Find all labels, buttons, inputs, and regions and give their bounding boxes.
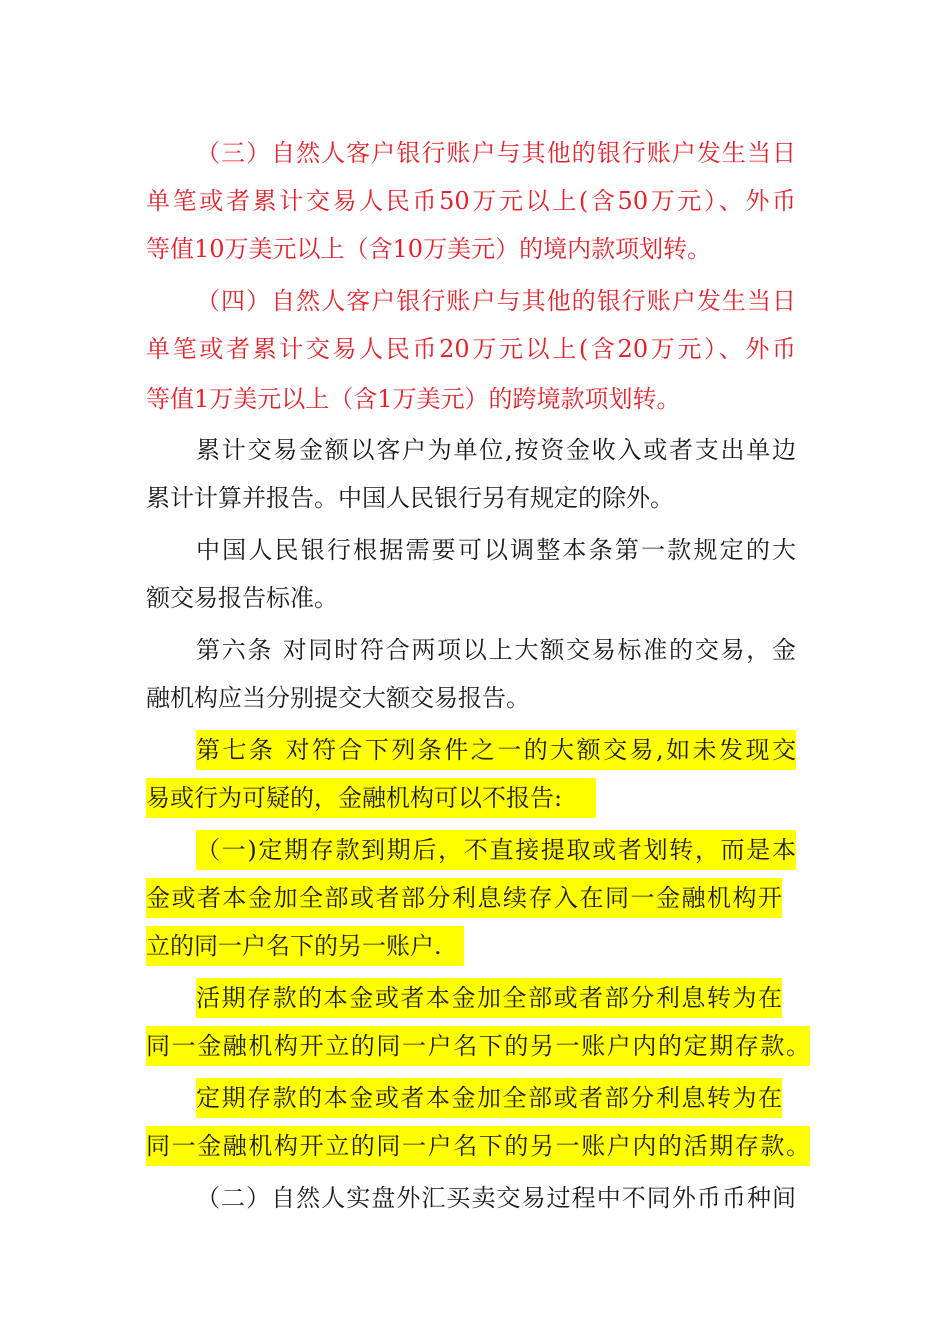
article-7-line-2: 易或行为可疑的，金融机构可以不报告: (146, 778, 596, 818)
paragraph-4-line-2: 单笔或者累计交易人民币20万元以上(含20万元）、外币 (146, 335, 796, 363)
item-1-line-2: 金或者本金加全部或者部分利息续存入在同一金融机构开 (146, 878, 782, 918)
article-6-line-2: 融机构应当分别提交大额交易报告。 (146, 684, 530, 712)
paragraph-3-line-1: （三）自然人客户银行账户与其他的银行账户发生当日 (196, 139, 796, 167)
item-2-line-1: （二）自然人实盘外汇买卖交易过程中不同外币币种间 (196, 1184, 796, 1212)
demand-deposit-line-1: 活期存款的本金或者本金加全部或者部分利息转为在 (196, 978, 782, 1018)
paragraph-4-line-3: 等值1万美元以上（含1万美元）的跨境款项划转。 (146, 385, 681, 413)
cumulative-amount-line-2: 累计计算并报告。中国人民银行另有规定的除外。 (146, 484, 674, 512)
item-1-line-1: （一)定期存款到期后，不直接提取或者划转，而是本 (196, 830, 796, 870)
time-deposit-line-2: 同一金融机构开立的同一户名下的另一账户内的活期存款。 (146, 1126, 810, 1166)
demand-deposit-line-2: 同一金融机构开立的同一户名下的另一账户内的定期存款。 (146, 1026, 810, 1066)
paragraph-3-line-2: 单笔或者累计交易人民币50万元以上(含50万元）、外币 (146, 187, 796, 215)
pboc-adjust-line-1: 中国人民银行根据需要可以调整本条第一款规定的大 (196, 536, 796, 564)
article-7-line-1: 第七条 对符合下列条件之一的大额交易,如未发现交 (196, 730, 796, 770)
pboc-adjust-line-2: 额交易报告标准。 (146, 584, 338, 612)
time-deposit-line-1: 定期存款的本金或者本金加全部或者部分利息转为在 (196, 1078, 782, 1118)
article-6-line-1: 第六条 对同时符合两项以上大额交易标准的交易，金 (196, 636, 796, 664)
paragraph-3-line-3: 等值10万美元以上（含10万美元）的境内款项划转。 (146, 235, 712, 263)
item-1-line-3: 立的同一户名下的另一账户. (146, 926, 464, 966)
cumulative-amount-line-1: 累计交易金额以客户为单位,按资金收入或者支出单边 (196, 436, 796, 464)
paragraph-4-line-1: （四）自然人客户银行账户与其他的银行账户发生当日 (196, 287, 796, 315)
